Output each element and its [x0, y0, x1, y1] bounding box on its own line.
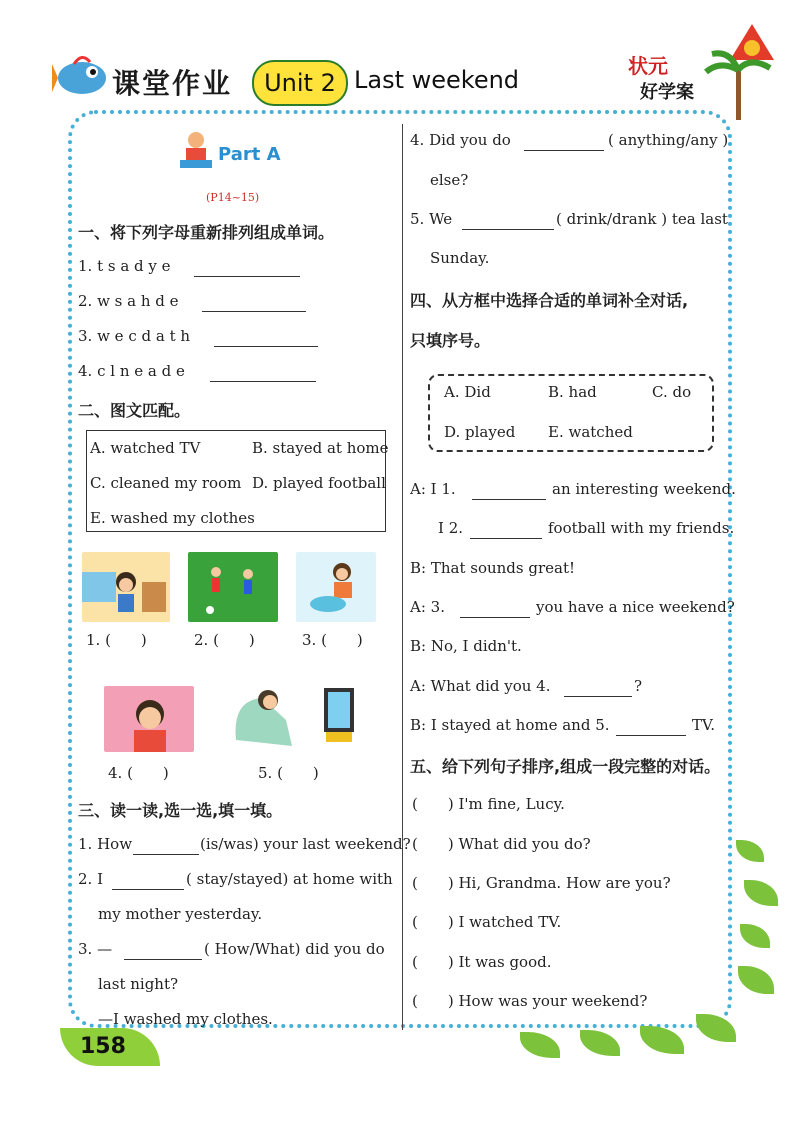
r-q5-start: 5. We	[410, 210, 453, 228]
dialog-3: B: That sounds great!	[410, 559, 576, 577]
s3-q2-cont: my mother yesterday.	[98, 905, 263, 923]
s5-item-4[interactable]: ( ) I watched TV.	[412, 913, 562, 931]
s3-q2-end: ( stay/stayed) at home with	[186, 870, 393, 888]
s2-option-c: C. cleaned my room	[90, 474, 242, 492]
s2-label-4[interactable]: 4. ( )	[108, 764, 169, 782]
part-icon	[178, 130, 214, 170]
s1-item-1: 1. t s a d y e	[78, 257, 171, 275]
picture-girl-room	[82, 552, 170, 622]
unit-badge: Unit 2	[252, 60, 348, 106]
s1-item-4: 4. c l n e a d e	[78, 362, 185, 380]
s3-q3-start: 3. —	[78, 940, 113, 958]
leaf-decoration	[520, 1032, 560, 1058]
unit-title: Last weekend	[354, 66, 520, 94]
section1-heading: 一、将下列字母重新排列组成单词。	[78, 223, 335, 242]
dialog-7-start: B: I stayed at home and 5.	[410, 716, 610, 734]
s5-item-3[interactable]: ( ) Hi, Grandma. How are you?	[412, 874, 671, 892]
s2-option-b: B. stayed at home	[252, 439, 389, 457]
s1-blank-1[interactable]	[194, 260, 300, 277]
leaf-decoration	[740, 924, 770, 948]
leaf-decoration	[738, 966, 774, 994]
dialog-7-end: TV.	[692, 716, 715, 734]
section4-heading-2: 只填序号。	[410, 331, 491, 350]
dialog-5: B: No, I didn't.	[410, 637, 522, 655]
r-q5-cont: Sunday.	[430, 249, 490, 267]
header-title: 课堂作业	[112, 67, 233, 100]
s2-option-e: E. washed my clothes	[90, 509, 255, 527]
s2-label-3[interactable]: 3. ( )	[302, 631, 363, 649]
mascot-fish-icon	[52, 50, 110, 102]
dialog-6-blank[interactable]	[564, 680, 632, 697]
s5-item-5[interactable]: ( ) It was good.	[412, 953, 552, 971]
s3-q3-answer: —I washed my clothes.	[98, 1010, 273, 1028]
s1-blank-3[interactable]	[214, 330, 318, 347]
s1-item-2: 2. w s a h d e	[78, 292, 179, 310]
s1-blank-2[interactable]	[202, 295, 306, 312]
s3-q2-blank[interactable]	[112, 873, 184, 890]
picture-washing	[296, 552, 376, 622]
leaf-decoration	[580, 1030, 620, 1056]
dialog-2-start: I 2.	[438, 519, 464, 537]
picture-watching-tv	[232, 680, 356, 750]
brand-name-top: 状元	[628, 54, 668, 78]
dialog-4-end: you have a nice weekend?	[536, 598, 735, 616]
r-q5-blank[interactable]	[462, 213, 554, 230]
s3-q1-blank[interactable]	[133, 838, 199, 855]
s2-option-d: D. played football	[252, 474, 386, 492]
part-label: Part A	[218, 144, 281, 165]
s3-q3-end: ( How/What) did you do	[204, 940, 385, 958]
s1-item-3: 3. w e c d a t h	[78, 327, 191, 345]
section4-heading-1: 四、从方框中选择合适的单词补全对话,	[410, 291, 689, 310]
s1-blank-4[interactable]	[210, 365, 316, 382]
dialog-6-end: ?	[634, 677, 643, 695]
leaf-decoration	[696, 1014, 736, 1042]
section5-heading: 五、给下列句子排序,组成一段完整的对话。	[410, 757, 721, 776]
dialog-2-blank[interactable]	[470, 522, 542, 539]
s4-option-c: C. do	[652, 383, 692, 401]
leaf-decoration	[736, 840, 764, 862]
dialog-2-end: football with my friends.	[548, 519, 735, 537]
s5-item-2[interactable]: ( ) What did you do?	[412, 835, 591, 853]
dialog-4-blank[interactable]	[460, 601, 530, 618]
dialog-1-start: A: I 1.	[410, 480, 456, 498]
s5-item-1[interactable]: ( ) I'm fine, Lucy.	[412, 795, 565, 813]
r-q4-cont: else?	[430, 171, 469, 189]
palm-tree-icon	[700, 20, 780, 120]
leaf-decoration	[744, 880, 778, 906]
dialog-7-blank[interactable]	[616, 719, 686, 736]
s2-label-5[interactable]: 5. ( )	[258, 764, 319, 782]
s2-label-2[interactable]: 2. ( )	[194, 631, 255, 649]
r-q5-end: ( drink/drank ) tea last	[556, 210, 728, 228]
s3-q1-end: (is/was) your last weekend?	[200, 835, 411, 853]
s3-q1-start: 1. How	[78, 835, 133, 853]
dialog-1-end: an interesting weekend.	[552, 480, 736, 498]
leaf-decoration	[640, 1026, 684, 1054]
r-q4-start: 4. Did you do	[410, 131, 511, 149]
s4-option-d: D. played	[444, 423, 516, 441]
r-q4-end: ( anything/any )	[608, 131, 729, 149]
dialog-4-start: A: 3.	[410, 598, 445, 616]
picture-football	[188, 552, 278, 622]
r-q4-blank[interactable]	[524, 134, 604, 151]
s3-q2-start: 2. I	[78, 870, 104, 888]
brand-name-bottom: 好学案	[640, 82, 694, 103]
dialog-6-start: A: What did you 4.	[410, 677, 551, 695]
page-number: 158	[60, 1028, 160, 1066]
page-range: (P14~15)	[206, 191, 260, 204]
section3-heading: 三、读一读,选一选,填一填。	[78, 801, 283, 820]
dialog-1-blank[interactable]	[472, 483, 546, 500]
s3-q3-blank[interactable]	[124, 943, 202, 960]
s3-q3-cont: last night?	[98, 975, 179, 993]
column-divider	[402, 124, 403, 1030]
s4-option-b: B. had	[548, 383, 597, 401]
section2-heading: 二、图文匹配。	[78, 401, 191, 420]
s2-label-1[interactable]: 1. ( )	[86, 631, 147, 649]
s2-option-a: A. watched TV	[90, 439, 201, 457]
picture-boy-home	[104, 686, 194, 752]
s5-item-6[interactable]: ( ) How was your weekend?	[412, 992, 648, 1010]
s4-option-a: A. Did	[444, 383, 491, 401]
s4-option-e: E. watched	[548, 423, 633, 441]
